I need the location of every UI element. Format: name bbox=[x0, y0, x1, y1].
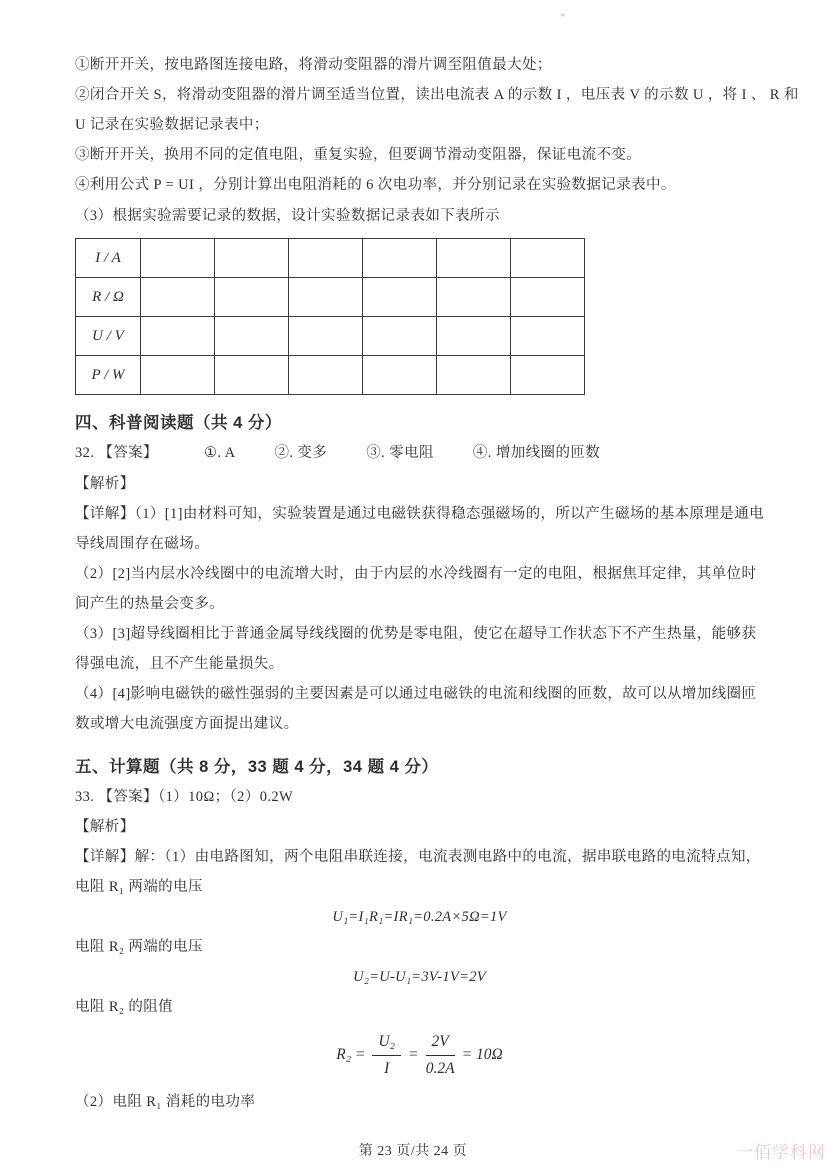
empty-cell bbox=[289, 356, 363, 395]
section5-heading: 五、计算题（共 8 分，33 题 4 分，34 题 4 分） bbox=[75, 758, 439, 776]
q33-part2-label: （2）电阻 R₁ 消耗的电功率 bbox=[75, 1094, 256, 1110]
q32-detail-line: 得强电流，且不产生能量损失。 bbox=[75, 656, 284, 672]
empty-cell bbox=[215, 239, 289, 278]
fraction-numerator: 2V bbox=[426, 1031, 455, 1056]
q32-detail-line: 间产生的热量会变多。 bbox=[75, 596, 224, 612]
procedure-step-2: ②闭合开关 S，将滑动变阻器的滑片调至适当位置，读出电流表 A 的示数 I ，电压表 V 的示数 U ，将 I 、 R 和 bbox=[75, 87, 799, 103]
empty-cell bbox=[511, 239, 585, 278]
table-caption: （3）根据实验需要记录的数据，设计实验数据记录表如下表所示 bbox=[75, 208, 500, 224]
fraction-denominator: I bbox=[384, 1059, 390, 1077]
empty-cell bbox=[141, 278, 215, 317]
fraction-2v-over-02a bbox=[426, 1031, 455, 1080]
q32-answer-4: ④. 增加线圈的匝数 bbox=[472, 445, 601, 461]
empty-cell bbox=[437, 317, 511, 356]
procedure-step-4: ④利用公式 P = UI ，分别计算出电阻消耗的 6 次电功率，并分别记录在实验数据记录表中。 bbox=[75, 177, 676, 193]
formula-r2-equals: = bbox=[408, 1046, 419, 1063]
watermark: 一佰学科网 bbox=[736, 1143, 826, 1162]
q32-detail-line: （3）[3]超导线圈相比于普通金属导线线圈的优势是零电阻，使它在超导工作状态下不产生热量，能够获 bbox=[75, 626, 757, 642]
fraction-denominator: 0.2A bbox=[425, 1059, 455, 1077]
fraction-u2-over-i bbox=[372, 1031, 401, 1080]
empty-cell bbox=[289, 317, 363, 356]
procedure-step-3: ③断开开关，换用不同的定值电阻，重复实验，但要调节滑动变阻器，保证电流不变。 bbox=[75, 147, 642, 163]
q33-r1-voltage-label: 电阻 R₁ 两端的电压 bbox=[75, 879, 203, 895]
q32-detail bbox=[75, 499, 764, 739]
page-number: 第 23 页/共 24 页 bbox=[358, 1144, 468, 1159]
page-content bbox=[75, 0, 799, 1117]
fraction-numerator: U₂ bbox=[372, 1031, 401, 1056]
q32-detail-line: 【详解】（1）[1]由材料可知，实验装置是通过电磁铁获得稳态强磁场的，所以产生磁场的基本原理是通电 bbox=[75, 506, 765, 522]
q32-answer-1: ①. A bbox=[203, 445, 236, 461]
empty-cell bbox=[215, 356, 289, 395]
q32-detail-line: 导线周围存在磁场。 bbox=[75, 536, 210, 552]
q33-formula-u1: U₁=I₁R₁=IR₁=0.2A×5Ω=1V bbox=[332, 909, 507, 925]
formula-r2-result: = 10Ω bbox=[461, 1046, 503, 1063]
empty-cell bbox=[141, 317, 215, 356]
empty-cell bbox=[363, 239, 437, 278]
q33-answer-line: 33. 【答案】（1）10Ω；（2）0.2W bbox=[75, 789, 294, 805]
empty-cell bbox=[363, 317, 437, 356]
empty-cell bbox=[141, 356, 215, 395]
q32-answer-2: ②. 变多 bbox=[274, 445, 328, 461]
table-row-resistance bbox=[76, 278, 585, 317]
empty-cell bbox=[363, 278, 437, 317]
procedure-step-1: ①断开开关，按电路图连接电路，将滑动变阻器的滑片调至阻值最大处； bbox=[75, 57, 552, 73]
empty-cell bbox=[437, 278, 511, 317]
section4-heading: 四、科普阅读题（共 4 分） bbox=[75, 414, 282, 432]
table-row-current bbox=[76, 239, 585, 278]
empty-cell bbox=[511, 317, 585, 356]
q32-answer-3: ③. 零电阻 bbox=[366, 445, 434, 461]
empty-cell bbox=[437, 356, 511, 395]
empty-cell bbox=[289, 278, 363, 317]
q33-detail-line: 【详解】解：（1）由电路图知，两个电阻串联连接，电流表测电路中的电流，据串联电路的电流特点知， bbox=[75, 849, 761, 865]
empty-cell bbox=[437, 239, 511, 278]
q33-formula-u2: U₂=U-U₁=3V-1V=2V bbox=[353, 969, 486, 985]
q32-detail-line: （2）[2]当内层水冷线圈中的电流增大时，由于内层的水冷线圈有一定的电阻，根据焦耳定律，其单位时 bbox=[75, 566, 757, 582]
q33-formula-r2 bbox=[75, 1027, 764, 1083]
q32-detail-line: （4）[4]影响电磁铁的磁性强弱的主要因素是可以通过电磁铁的电流和线圈的匝数，故可以从增加线圈匝 bbox=[75, 686, 757, 702]
q32-analysis-label: 【解析】 bbox=[75, 476, 135, 492]
procedure-steps bbox=[75, 0, 799, 231]
procedure-step-2-cont: U 记录在实验数据记录表中； bbox=[75, 117, 269, 133]
q33-r2-resistance-label: 电阻 R₂ 的阻值 bbox=[75, 999, 174, 1015]
q32-answer-label: 32. 【答案】 bbox=[75, 445, 158, 461]
empty-cell bbox=[511, 278, 585, 317]
q33-r2-voltage-label: 电阻 R₂ 两端的电压 bbox=[75, 939, 203, 955]
table-row-power bbox=[76, 356, 585, 395]
empty-cell bbox=[289, 239, 363, 278]
empty-cell bbox=[511, 356, 585, 395]
data-record-table bbox=[75, 238, 585, 395]
row-header-current: I / A bbox=[76, 239, 141, 278]
scan-artifact-mark: ٭ bbox=[560, 10, 566, 21]
q32-answer-row bbox=[75, 438, 764, 469]
empty-cell bbox=[141, 239, 215, 278]
row-header-power: P / W bbox=[76, 356, 141, 395]
empty-cell bbox=[215, 317, 289, 356]
q32-detail-line: 数或增大电流强度方面提出建议。 bbox=[75, 716, 299, 732]
formula-r2-lhs: R₂ = bbox=[336, 1046, 366, 1063]
table-row-voltage bbox=[76, 317, 585, 356]
empty-cell bbox=[363, 356, 437, 395]
row-header-voltage: U / V bbox=[76, 317, 141, 356]
row-header-resistance: R / Ω bbox=[76, 278, 141, 317]
empty-cell bbox=[215, 278, 289, 317]
q33-analysis-label: 【解析】 bbox=[75, 819, 135, 835]
